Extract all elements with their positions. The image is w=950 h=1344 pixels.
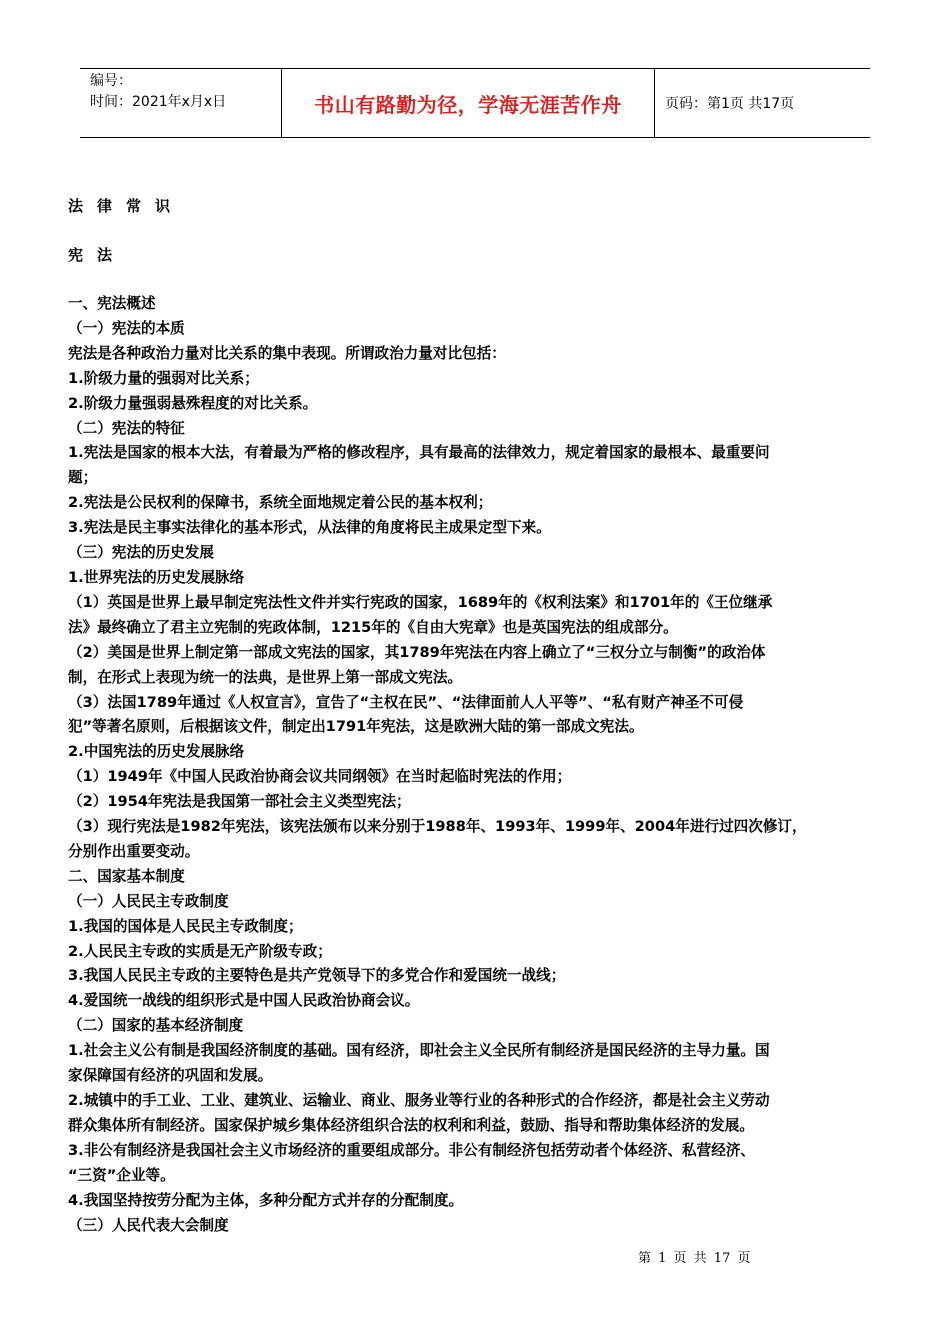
body-line: （3）现行宪法是1982年宪法，该宪法颁布以来分别于1988年、1993年、1999年、2004年进行过四次修订，	[68, 818, 807, 836]
header-table	[80, 68, 870, 138]
body-line: 二、国家基本制度	[68, 867, 185, 885]
body-line: 题；	[68, 469, 98, 487]
body-line: 2.城镇中的手工业、工业、建筑业、运输业、商业、服务业等行业的各种形式的合作经济，都是社会主义劳动	[68, 1092, 770, 1109]
body-line: （3）法国1789年通过《人权宣言》，宣告了“主权在民”、“法律面前人人平等”、“私有财产神圣不可侵	[68, 693, 744, 711]
body-line: 1.我国的国体是人民民主专政制度；	[68, 917, 303, 935]
document-time-label: 时间：2021年x月x日	[90, 94, 227, 110]
body-line: 宪法是各种政治力量对比关系的集中表现。所谓政治力量对比包括：	[68, 344, 506, 362]
body-line: 3.我国人民民主专政的主要特色是共产党领导下的多党合作和爱国统一战线；	[68, 967, 566, 985]
body-lines	[68, 292, 888, 1238]
body-line: 犯”等著名原则，后根据该文件，制定出1791年宪法，这是欧洲大陆的第一部成文宪法。	[68, 718, 644, 736]
body-line: （二）国家的基本经济制度	[68, 1017, 244, 1035]
body-line: （二）宪法的特征	[68, 419, 185, 437]
body-line: （1）英国是世界上最早制定宪法性文件并实行宪政的国家，1689年的《权利法案》和1701年的《王位继承	[68, 593, 773, 611]
header-motto-cell	[282, 69, 655, 137]
header-page-cell	[655, 69, 870, 137]
body-line: 4.爱国统一战线的组织形式是中国人民政治协商会议。	[68, 992, 420, 1010]
body-line: （2）美国是世界上制定第一部成文宪法的国家，其1789年宪法在内容上确立了“三权分立与制衡”的政治体	[68, 643, 766, 661]
body-line: （三）宪法的历史发展	[68, 544, 214, 562]
body-line: 2.宪法是公民权利的保障书，系统全面地规定着公民的基本权利；	[68, 494, 493, 512]
header-meta-cell	[80, 69, 282, 137]
body-line: 3.非公有制经济是我国社会主义市场经济的重要组成部分。非公有制经济包括劳动者个体经济、私营经济、	[68, 1141, 756, 1159]
body-line: （三）人民代表大会制度	[68, 1216, 229, 1234]
body-line: 1.世界宪法的历史发展脉络	[68, 568, 245, 586]
body-line: 1.阶级力量的强弱对比关系；	[68, 369, 259, 387]
body-line: 一、宪法概述	[68, 295, 156, 312]
document-number-label: 编号：	[90, 73, 132, 89]
body-line: 2.阶级力量强弱悬殊程度的对比关系。	[68, 394, 318, 412]
body-line: 4.我国坚持按劳分配为主体，多种分配方式并存的分配制度。	[68, 1191, 464, 1209]
body-line: 家保障国有经济的巩固和发展。	[68, 1067, 273, 1085]
body-line: 群众集体所有制经济。国家保护城乡集体经济组织合法的权利和利益，鼓励、指导和帮助集体经济的发展。	[68, 1116, 754, 1134]
section-title: 宪法	[68, 246, 127, 264]
body-line: （1）1949年《中国人民政治协商会议共同纲领》在当时起临时宪法的作用；	[68, 768, 572, 786]
body-line: 1.社会主义公有制是我国经济制度的基础。国有经济，即社会主义全民所有制经济是国民经济的主导力量。国	[68, 1042, 770, 1060]
body-line: 2.人民民主专政的实质是无产阶级专政；	[68, 942, 332, 960]
header-motto: 书山有路勤为径，学海无涯苦作舟	[314, 92, 622, 117]
document-title: 法律常识	[68, 197, 185, 215]
body-line: “三资”企业等。	[68, 1166, 175, 1184]
document-body	[68, 194, 888, 1238]
page-footer: 第 1 页 共 17 页	[638, 1251, 751, 1266]
body-line: 2.中国宪法的历史发展脉络	[68, 743, 245, 761]
body-line: 1.宪法是国家的根本大法，有着最为严格的修改程序，具有最高的法律效力，规定着国家的最根本、最重要问	[68, 444, 770, 462]
header-page-info: 页码：第1页 共17页	[665, 96, 795, 112]
body-line: 3.宪法是民主事实法律化的基本形式，从法律的角度将民主成果定型下来。	[68, 519, 551, 537]
body-line: 法》最终确立了君主立宪制的宪政体制，1215年的《自由大宪章》也是英国宪法的组成部分。	[68, 618, 678, 636]
body-line: （2）1954年宪法是我国第一部社会主义类型宪法；	[68, 793, 411, 811]
body-line: （一）宪法的本质	[68, 319, 185, 337]
body-line: 分别作出重要变动。	[68, 842, 200, 860]
body-line: 制，在形式上表现为统一的法典，是世界上第一部成文宪法。	[68, 668, 463, 686]
body-line: （一）人民民主专政制度	[68, 892, 229, 910]
